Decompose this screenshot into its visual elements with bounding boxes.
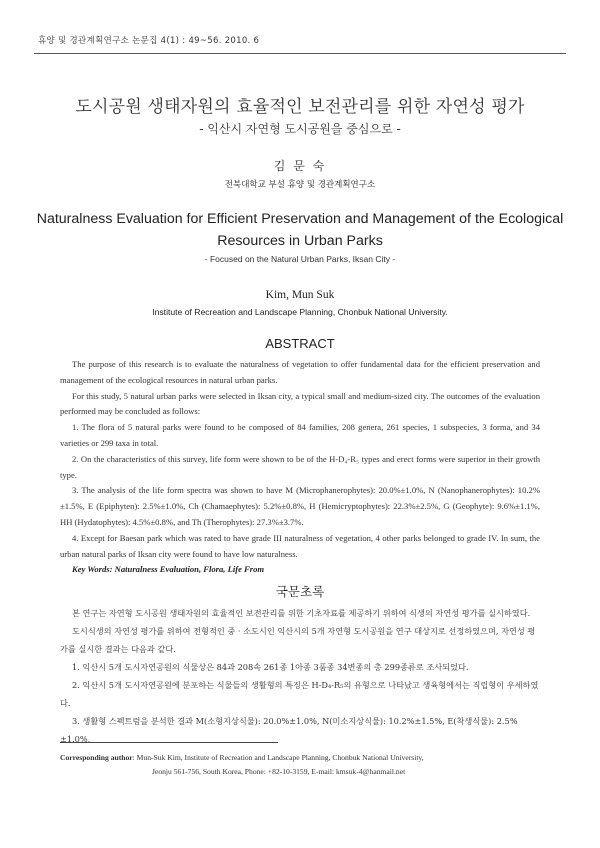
footnote-rule [60, 742, 278, 743]
english-title-line2: Resources in Urban Parks [217, 233, 383, 249]
korean-abstract-paragraph: 도시식생의 자연성 평가를 위하여 전형적인 중 · 소도시인 익산시의 5개 자연형 도시공원을 연구 대상지로 선정하였으며, 자연성 평가를 실시한 결과는 다음과 같다. [60, 626, 536, 654]
journal-header: 휴양 및 경관계획연구소 논문집 4(1) : 49~56. 2010. 6 [38, 36, 260, 46]
korean-abstract-body [60, 604, 540, 748]
english-title [30, 208, 570, 252]
korean-subtitle: - 익산시 자연형 도시공원을 중심으로 - [199, 122, 401, 136]
footnote [60, 751, 540, 779]
english-affiliation: Institute of Recreation and Landscape Planning, Chonbuk National University. [152, 307, 448, 317]
korean-affiliation: 전북대학교 부설 휴양 및 경관계획연구소 [224, 180, 376, 190]
footnote-line1: : Mun-Suk Kim, Institute of Recreation and Landscape Planning, Chonbuk National University, [132, 753, 424, 762]
abstract-body [60, 357, 540, 578]
abstract-paragraph: 2. On the characteristics of this survey, life form were shown to be of the H-D₄-R₅ types and erect forms were superior in their growth type. [60, 453, 540, 480]
keywords: Key Words: Naturalness Evaluation, Flora, Life From [72, 564, 265, 575]
abstract-paragraph: 1. The flora of 5 natural parks were found to be composed of 84 families, 208 genera, 261 species, 1 subspecies, 3 forma, and 34 varieties or 299 taxa in total. [60, 422, 540, 448]
english-author: Kim, Mun Suk [265, 289, 335, 301]
korean-title: 도시공원 생태자원의 효율적인 보전관리를 위한 자연성 평가 [75, 97, 525, 117]
abstract-paragraph: For this study, 5 natural urban parks were selected in Iksan city, a typical small and medium-sized city. The outcomes of the evaluation performed may be concluded as follows: [60, 390, 540, 417]
english-title-line1: Naturalness Evaluation for Efficient Preservation and Management of the Ecological [36, 211, 564, 227]
korean-author: 김 문 숙 [273, 159, 327, 173]
korean-abstract-paragraph: 1. 익산시 5개 도시자연공원의 식물상은 84과 208속 261종 1아종 3품종 34변종의 총 299종류로 조사되었다. [72, 662, 469, 672]
korean-abstract-paragraph: 본 연구는 자연형 도시공원 생태자원의 효율적인 보전관리를 위한 기초자료를 제공하기 위하여 식생의 자연성 평가를 실시하였다. [72, 608, 531, 618]
footnote-line2: Jeonju 561-756, South Korea, Phone: +82-10-3159, E-mail: kmsuk-4@hanmail.net [152, 767, 406, 776]
header-rule [34, 53, 566, 54]
english-subtitle: - Focused on the Natural Urban Parks, Iksan City - [204, 254, 396, 264]
korean-abstract-heading: 국문초록 [275, 584, 325, 599]
korean-abstract-paragraph: 2. 익산시 5개 도시자연공원에 분포하는 식물들의 생활형의 특징은 H-D₄-R₅의 유형으로 나타났고 생육형에서는 직립형이 우세하였다. [60, 680, 539, 708]
abstract-heading: ABSTRACT [265, 336, 335, 351]
footnote-label: Corresponding author [60, 753, 133, 762]
abstract-paragraph: The purpose of this research is to evaluate the naturalness of vegetation to offer fundamental data for the efficient preservation and management of the ecological resources in natural urban parks. [60, 359, 540, 385]
korean-abstract-paragraph: 3. 생활형 스펙트럼을 분석한 결과 M(소형지상식물): 20.0%±1.0%, N(미소지상식물): 10.2%±1.5%, E(착생식물): 2.5%±1.0%, [60, 716, 518, 744]
abstract-paragraph: 4. Except for Baesan park which was rated to have grade III naturalness of vegetation, 4 other parks belonged to grade IV. In sum, the urban natural parks of Iksan city were found to have low naturalness. [60, 532, 540, 559]
abstract-paragraph: 3. The analysis of the life form spectra was shown to have M (Microphanerophytes): 20.0%±1.0%, N (Nanophanerophytes): 10.2%±1.5%, E (Epiphyten): 2.5%±1.0%, Ch (Chamaephytes): 5.2%±0.8%, H (Hemicryptophytes): 22.3%±2.5%, G (Geophyte): 9.6%±1.1%, HH (Hydatophytes): 4.5%±0.8%, and Th (Therophytes): 27.3%±3.7%. [60, 485, 540, 527]
